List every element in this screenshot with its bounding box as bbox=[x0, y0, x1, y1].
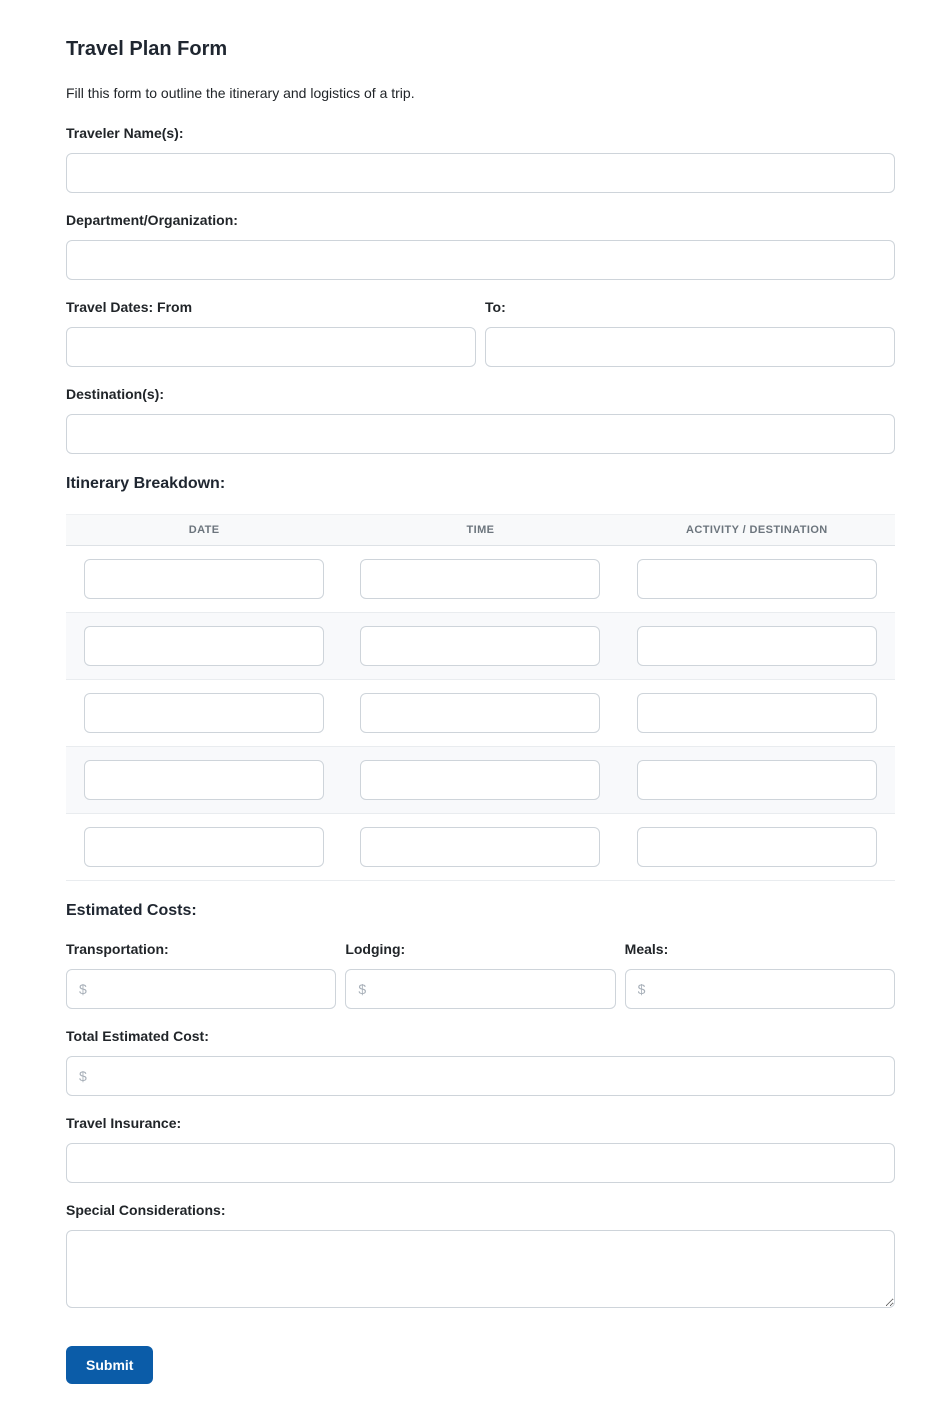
itinerary-date-input[interactable] bbox=[84, 760, 324, 800]
traveler-name-label: Traveler Name(s): bbox=[66, 125, 184, 141]
itinerary-time-input[interactable] bbox=[360, 760, 600, 800]
itinerary-activity-input[interactable] bbox=[637, 760, 877, 800]
itinerary-row bbox=[66, 613, 895, 680]
traveler-name-input[interactable] bbox=[66, 153, 895, 193]
insurance-label: Travel Insurance: bbox=[66, 1115, 182, 1131]
meals-label: Meals: bbox=[624, 941, 669, 957]
date-to-label: To: bbox=[485, 299, 506, 315]
lodging-group bbox=[345, 941, 615, 1009]
transportation-input[interactable] bbox=[66, 969, 336, 1009]
itinerary-header bbox=[66, 515, 895, 546]
department-label: Department/Organization: bbox=[66, 212, 238, 228]
department-input[interactable] bbox=[66, 240, 895, 280]
insurance-input[interactable] bbox=[66, 1143, 895, 1183]
special-considerations-group bbox=[66, 1202, 895, 1308]
date-to-input[interactable] bbox=[485, 327, 895, 367]
transportation-label: Transportation: bbox=[66, 941, 169, 957]
itinerary-body bbox=[66, 546, 895, 881]
special-considerations-textarea[interactable] bbox=[66, 1230, 895, 1308]
column-header-time: TIME bbox=[342, 515, 618, 546]
itinerary-date-input[interactable] bbox=[84, 626, 324, 666]
costs-heading: Estimated Costs: bbox=[66, 902, 197, 919]
itinerary-heading: Itinerary Breakdown: bbox=[66, 475, 226, 492]
transportation-group bbox=[66, 941, 336, 1009]
itinerary-row bbox=[66, 814, 895, 881]
costs-group bbox=[66, 941, 895, 1009]
column-header-date: DATE bbox=[66, 515, 342, 546]
itinerary-activity-input[interactable] bbox=[637, 626, 877, 666]
submit-button[interactable]: Submit bbox=[66, 1346, 153, 1384]
itinerary-activity-input[interactable] bbox=[637, 827, 877, 867]
form-container bbox=[66, 0, 895, 1424]
itinerary-table bbox=[66, 514, 895, 881]
lodging-label: Lodging: bbox=[345, 941, 406, 957]
date-from-group bbox=[66, 299, 476, 367]
destinations-label: Destination(s): bbox=[66, 386, 164, 402]
itinerary-time-input[interactable] bbox=[360, 693, 600, 733]
total-cost-label: Total Estimated Cost: bbox=[66, 1028, 209, 1044]
itinerary-row bbox=[66, 680, 895, 747]
itinerary-date-input[interactable] bbox=[84, 827, 324, 867]
itinerary-date-input[interactable] bbox=[84, 559, 324, 599]
itinerary-row bbox=[66, 546, 895, 613]
itinerary-time-input[interactable] bbox=[360, 626, 600, 666]
date-to-group bbox=[485, 299, 895, 367]
travel-dates-group bbox=[66, 299, 895, 367]
itinerary-time-input[interactable] bbox=[360, 559, 600, 599]
meals-group bbox=[625, 941, 895, 1009]
itinerary-row bbox=[66, 747, 895, 814]
itinerary-activity-input[interactable] bbox=[637, 559, 877, 599]
date-from-input[interactable] bbox=[66, 327, 476, 367]
destinations-group bbox=[66, 386, 895, 454]
special-considerations-label: Special Considerations: bbox=[66, 1202, 226, 1218]
page-title: Travel Plan Form bbox=[66, 38, 228, 60]
destinations-input[interactable] bbox=[66, 414, 895, 454]
itinerary-activity-input[interactable] bbox=[637, 693, 877, 733]
insurance-group bbox=[66, 1115, 895, 1183]
date-from-label: Travel Dates: From bbox=[66, 299, 193, 315]
itinerary-date-input[interactable] bbox=[84, 693, 324, 733]
meals-input[interactable] bbox=[625, 969, 895, 1009]
column-header-activity: ACTIVITY / DESTINATION bbox=[619, 515, 895, 546]
total-cost-input[interactable] bbox=[66, 1056, 895, 1096]
total-cost-group bbox=[66, 1028, 895, 1096]
department-group bbox=[66, 212, 895, 280]
form-description: Fill this form to outline the itinerary and logistics of a trip. bbox=[66, 85, 415, 101]
lodging-input[interactable] bbox=[345, 969, 615, 1009]
traveler-name-group bbox=[66, 125, 895, 193]
itinerary-time-input[interactable] bbox=[360, 827, 600, 867]
